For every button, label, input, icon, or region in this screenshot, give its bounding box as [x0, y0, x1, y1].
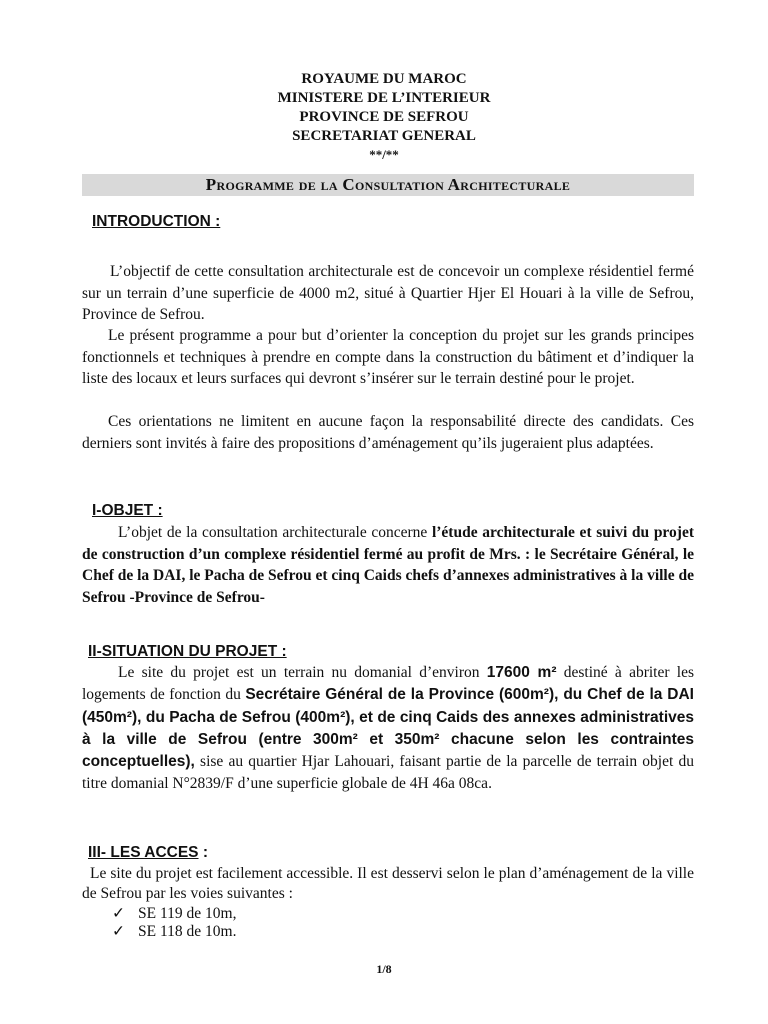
acces-list-item — [112, 922, 236, 942]
acces-heading — [88, 843, 208, 863]
intro-text-3: Ces orientations ne limitent en aucune façon la responsabilité directe des candidats. Ces derniers sont invités à faire des propositions d’aménagement qu’ils jugeraient plus adaptées. — [82, 413, 694, 452]
objet-paragraph — [82, 522, 694, 608]
checkmark-icon: ✓ — [112, 923, 125, 940]
situation-text-2: destiné à abriter les logements de fonction du — [82, 664, 694, 704]
situation-text-1: Le site du projet est un terrain nu domanial d’environ — [118, 664, 487, 681]
situation-beneficiaries: Secrétaire Général de la Province (600m²), du Chef de la DAI (450m²), du Pacha de Sefrou (400m²), et de cinq Caids des annexes administratives à la ville de Sefrou (entre 300m² et 350m² chacune selon les contraintes conceptuelles), — [82, 686, 694, 771]
situation-text-3: sise au quartier Hjar Lahouari, faisant partie de la parcelle de terrain objet du titre domanial N°2839/F d’une superficie globale de 4H 46a 08ca. — [82, 753, 694, 793]
checkmark-icon: ✓ — [112, 905, 125, 922]
objet-heading: I-OBJET : — [92, 502, 163, 519]
acces-list-item — [112, 904, 236, 924]
acces-item-label: SE 118 de 10m. — [138, 923, 237, 940]
acces-text: Le site du projet est facilement accessible. Il est desservi selon le plan d’aménagement de la ville de Sefrou par les voies suivantes : — [82, 865, 694, 902]
situation-heading: II-SITUATION DU PROJET : — [88, 643, 287, 660]
header-separator: **/** — [369, 147, 399, 162]
intro-heading: INTRODUCTION : — [92, 213, 221, 230]
intro-text-1: L’objectif de cette consultation architecturale est de concevoir un complexe résidentiel fermé sur un terrain d’une superficie de 4000 m2, situé à Quartier Hjer El Houari à la ville de Sefrou, Province de Sefrou. — [82, 263, 694, 323]
intro-text-2: Le présent programme a pour but d’orienter la conception du projet sur les grands principes fonctionnels et techniques à prendre en compte dans la construction du bâtiment et d’indiquer la liste des locaux et leurs surfaces qui devront s’insérer sur le terrain destiné pour le projet. — [82, 327, 694, 387]
header-line-1: ROYAUME DU MAROC — [301, 71, 467, 87]
intro-paragraph-1 — [82, 261, 694, 326]
situation-paragraph — [82, 662, 694, 796]
header-line-2: MINISTERE DE L’INTERIEUR — [277, 90, 491, 106]
acces-heading-label: III- LES ACCES — [88, 844, 199, 861]
objet-text: L’objet de la consultation architecturale concerne — [118, 524, 432, 541]
acces-paragraph — [82, 864, 694, 904]
intro-paragraph-3 — [82, 411, 694, 454]
acces-item-label: SE 119 de 10m, — [138, 905, 237, 922]
acces-heading-colon: : — [198, 844, 208, 861]
header-line-4: SECRETARIAT GENERAL — [292, 128, 476, 144]
objet-text-bold: l’étude architecturale et suivi du projet de construction d’un complexe résidentiel fermé au profit de Mrs. : le Secrétaire Général, le Chef de la DAI, le Pacha de Sefrou et cinq Caids chefs d’annexes administratives à la ville de Sefrou -Province de Sefrou- — [82, 524, 694, 606]
page-number: 1/8 — [376, 962, 392, 976]
header-line-3: PROVINCE DE SEFROU — [299, 109, 469, 125]
document-title: Programme de la Consultation Architecturale — [82, 174, 694, 196]
intro-paragraph-2 — [82, 325, 694, 390]
situation-area: 17600 m² — [486, 664, 557, 681]
